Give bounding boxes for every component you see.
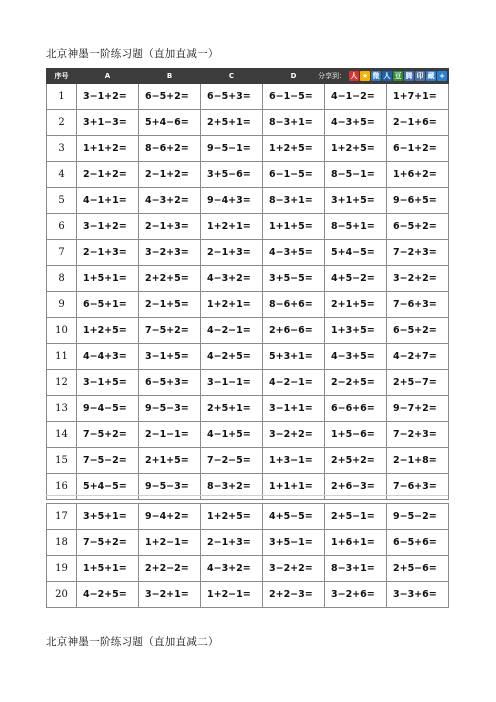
share-toolbar xyxy=(318,69,449,84)
equation-cell: 2+6−3= xyxy=(325,474,387,500)
equation-cell: 2+2−3= xyxy=(263,582,325,608)
table-row xyxy=(47,530,449,556)
row-number: 6 xyxy=(47,214,77,240)
equation-cell: 2−1+3= xyxy=(201,240,263,266)
equation-cell: 1+6+1= xyxy=(325,530,387,556)
equation-cell: 1+2−1= xyxy=(201,582,263,608)
equation-cell: 1+2+5= xyxy=(201,504,263,530)
equation-cell: 4−3+2= xyxy=(201,556,263,582)
equation-cell: 3−1+5= xyxy=(77,370,139,396)
more-icon[interactable]: + xyxy=(437,71,447,81)
equation-cell: 1+2+1= xyxy=(201,214,263,240)
equation-cell: 7−5+2= xyxy=(139,318,201,344)
table-row xyxy=(47,240,449,266)
equation-cell: 3−1+5= xyxy=(139,344,201,370)
row-number: 3 xyxy=(47,136,77,162)
equation-cell: 6−5+3= xyxy=(139,370,201,396)
equation-cell: 8−3+1= xyxy=(263,110,325,136)
row-number: 4 xyxy=(47,162,77,188)
equation-cell: 3+5−5= xyxy=(263,266,325,292)
equation-cell: 2+1+5= xyxy=(325,292,387,318)
row-number: 9 xyxy=(47,292,77,318)
equation-cell: 2−1−1= xyxy=(139,422,201,448)
equation-cell: 3−2+3= xyxy=(139,240,201,266)
table-row xyxy=(47,396,449,422)
equation-cell: 1+5+1= xyxy=(77,556,139,582)
row-number: 19 xyxy=(47,556,77,582)
share-label: 分享到： xyxy=(318,72,346,80)
weibo-icon[interactable]: 微 xyxy=(372,72,380,80)
row-number: 13 xyxy=(47,396,77,422)
table-row xyxy=(47,448,449,474)
equation-cell: 4−3+5= xyxy=(325,110,387,136)
equation-cell: 7−6+3= xyxy=(387,292,449,318)
table-row xyxy=(47,344,449,370)
equation-cell: 5+4−5= xyxy=(325,240,387,266)
equation-cell: 2−1+3= xyxy=(201,530,263,556)
equation-cell: 9−5−3= xyxy=(139,474,201,500)
table-row xyxy=(47,136,449,162)
equation-cell: 3+1+5= xyxy=(325,188,387,214)
equation-cell: 1+2+5= xyxy=(77,318,139,344)
row-number: 8 xyxy=(47,266,77,292)
page-divider xyxy=(46,495,448,496)
equation-cell: 4−2+5= xyxy=(77,582,139,608)
equation-cell: 4−3+5= xyxy=(263,240,325,266)
equation-cell: 9−6+5= xyxy=(387,188,449,214)
equation-cell: 6−6+6= xyxy=(325,396,387,422)
equation-cell: 5+4−6= xyxy=(139,110,201,136)
header-col-a: A xyxy=(77,69,139,84)
equation-cell: 3+5+1= xyxy=(77,504,139,530)
equation-cell: 6−5+2= xyxy=(387,318,449,344)
row-number: 7 xyxy=(47,240,77,266)
table-header-row xyxy=(47,69,449,84)
equation-cell: 3−1−1= xyxy=(201,370,263,396)
equation-cell: 4+5−5= xyxy=(263,504,325,530)
equation-cell: 9−7+2= xyxy=(387,396,449,422)
equation-cell: 4−2−1= xyxy=(201,318,263,344)
equation-cell: 2−1+2= xyxy=(139,162,201,188)
equation-cell: 4+5−2= xyxy=(325,266,387,292)
table-row xyxy=(47,266,449,292)
douban-icon[interactable]: 豆 xyxy=(394,72,402,80)
equation-cell: 2+5−6= xyxy=(387,556,449,582)
header-col-c: C xyxy=(201,69,263,84)
equation-cell: 8−3+1= xyxy=(325,556,387,582)
row-number: 2 xyxy=(47,110,77,136)
equation-cell: 4−1+5= xyxy=(201,422,263,448)
equation-cell: 2+2−2= xyxy=(139,556,201,582)
equation-cell: 3+1−3= xyxy=(77,110,139,136)
equation-cell: 6−5+1= xyxy=(77,292,139,318)
equation-cell: 9−4−5= xyxy=(77,396,139,422)
equation-cell: 3+5−6= xyxy=(201,162,263,188)
equation-cell: 7−2+3= xyxy=(387,422,449,448)
worksheet-title-1: 北京神墨一阶练习题（直加直减一） xyxy=(46,48,219,60)
qzone-icon[interactable]: ★ xyxy=(361,72,369,80)
equation-cell: 4−2−1= xyxy=(263,370,325,396)
table-row xyxy=(47,162,449,188)
header-col-d: D xyxy=(263,69,325,84)
row-number: 16 xyxy=(47,474,77,500)
equation-cell: 2−2+5= xyxy=(325,370,387,396)
equation-cell: 2+5+2= xyxy=(325,448,387,474)
equation-cell: 7−6+3= xyxy=(387,474,449,500)
equation-cell: 9−4+2= xyxy=(139,504,201,530)
table-row xyxy=(47,556,449,582)
equation-cell: 8−6+6= xyxy=(263,292,325,318)
equation-cell: 1+7+1= xyxy=(387,84,449,110)
equation-cell: 2+5−7= xyxy=(387,370,449,396)
equation-cell: 2−1+3= xyxy=(139,214,201,240)
equation-cell: 5+4−5= xyxy=(77,474,139,500)
equation-cell: 1+6+2= xyxy=(387,162,449,188)
equation-cell: 7−5+2= xyxy=(77,530,139,556)
table-row xyxy=(47,84,449,110)
equation-cell: 1+2+1= xyxy=(201,292,263,318)
equation-cell: 7−5+2= xyxy=(77,422,139,448)
equation-cell: 1+1+1= xyxy=(263,474,325,500)
equation-cell: 1+3+5= xyxy=(325,318,387,344)
equation-cell: 3−1+1= xyxy=(263,396,325,422)
equation-cell: 7−2−5= xyxy=(201,448,263,474)
table-row xyxy=(47,504,449,530)
equation-cell: 1+2−1= xyxy=(139,530,201,556)
equation-cell: 2−1+5= xyxy=(139,292,201,318)
header-col-b: B xyxy=(139,69,201,84)
equation-cell: 3−2+2= xyxy=(263,556,325,582)
row-number: 18 xyxy=(47,530,77,556)
equation-cell: 8−3+2= xyxy=(201,474,263,500)
equation-cell: 3−2+1= xyxy=(139,582,201,608)
bookmark-icon[interactable]: 藏 xyxy=(427,72,435,80)
equation-cell: 2−1+6= xyxy=(387,110,449,136)
equation-cell: 6−1−5= xyxy=(263,162,325,188)
equation-cell: 2+5−1= xyxy=(325,504,387,530)
equation-cell: 4−1+1= xyxy=(77,188,139,214)
tqq-icon[interactable]: 腾 xyxy=(405,72,413,80)
kaixin-icon[interactable]: 人 xyxy=(383,72,391,80)
row-number: 17 xyxy=(47,504,77,530)
equation-cell: 4−4+3= xyxy=(77,344,139,370)
equation-cell: 3−1+2= xyxy=(77,214,139,240)
equation-cell: 1+1+5= xyxy=(263,214,325,240)
equation-cell: 7−5−2= xyxy=(77,448,139,474)
equation-cell: 8−5+1= xyxy=(325,214,387,240)
equation-cell: 1+2+5= xyxy=(325,136,387,162)
equation-cell: 3−2+2= xyxy=(387,266,449,292)
row-number: 14 xyxy=(47,422,77,448)
equation-cell: 4−3+2= xyxy=(139,188,201,214)
renren-icon[interactable]: 人 xyxy=(350,72,358,80)
equation-cell: 6−5+6= xyxy=(387,530,449,556)
equation-cell: 3−2+2= xyxy=(263,422,325,448)
equation-cell: 3+5−1= xyxy=(263,530,325,556)
equation-cell: 6−1−5= xyxy=(263,84,325,110)
equation-cell: 1+3−1= xyxy=(263,448,325,474)
equation-cell: 8−3+1= xyxy=(263,188,325,214)
equation-cell: 5+3+1= xyxy=(263,344,325,370)
equation-cell: 2−1+2= xyxy=(77,162,139,188)
equation-cell: 8−5−1= xyxy=(325,162,387,188)
row-number: 5 xyxy=(47,188,77,214)
table-row xyxy=(47,582,449,608)
row-number: 1 xyxy=(47,84,77,110)
equation-cell: 2−1+3= xyxy=(77,240,139,266)
equation-cell: 7−2+3= xyxy=(387,240,449,266)
header-index: 序号 xyxy=(47,69,77,84)
equation-cell: 1+5−6= xyxy=(325,422,387,448)
equation-cell: 3−2+6= xyxy=(325,582,387,608)
equation-cell: 4−1−2= xyxy=(325,84,387,110)
equation-cell: 2+2+5= xyxy=(139,266,201,292)
equation-cell: 4−2+7= xyxy=(387,344,449,370)
table-row xyxy=(47,370,449,396)
exercise-table-1 xyxy=(46,68,449,500)
row-number: 10 xyxy=(47,318,77,344)
table-row xyxy=(47,292,449,318)
equation-cell: 9−5−2= xyxy=(387,504,449,530)
equation-cell: 2+6−6= xyxy=(263,318,325,344)
equation-cell: 8−6+2= xyxy=(139,136,201,162)
equation-cell: 4−2+5= xyxy=(201,344,263,370)
worksheet-title-2: 北京神墨一阶练习题（直加直减二） xyxy=(46,636,219,648)
table-row xyxy=(47,214,449,240)
row-number: 15 xyxy=(47,448,77,474)
equation-cell: 6−5+2= xyxy=(387,214,449,240)
equation-cell: 9−5−3= xyxy=(139,396,201,422)
equation-cell: 2+5+1= xyxy=(201,396,263,422)
equation-cell: 4−3+5= xyxy=(325,344,387,370)
equation-cell: 2+5+1= xyxy=(201,110,263,136)
equation-cell: 9−4+3= xyxy=(201,188,263,214)
equation-cell: 2−1+8= xyxy=(387,448,449,474)
print-icon[interactable]: 印 xyxy=(416,72,424,80)
equation-cell: 3−3+6= xyxy=(387,582,449,608)
table-row xyxy=(47,422,449,448)
equation-cell: 6−5+3= xyxy=(201,84,263,110)
row-number: 11 xyxy=(47,344,77,370)
row-number: 20 xyxy=(47,582,77,608)
exercise-table-2 xyxy=(46,503,449,608)
table-row xyxy=(47,318,449,344)
row-number: 12 xyxy=(47,370,77,396)
equation-cell: 9−5−1= xyxy=(201,136,263,162)
equation-cell: 1+1+2= xyxy=(77,136,139,162)
equation-cell: 2+1+5= xyxy=(139,448,201,474)
equation-cell: 1+5+1= xyxy=(77,266,139,292)
equation-cell: 4−3+2= xyxy=(201,266,263,292)
table-row xyxy=(47,188,449,214)
table-row xyxy=(47,110,449,136)
equation-cell: 6−5+2= xyxy=(139,84,201,110)
equation-cell: 1+2+5= xyxy=(263,136,325,162)
equation-cell: 6−1+2= xyxy=(387,136,449,162)
equation-cell: 3−1+2= xyxy=(77,84,139,110)
